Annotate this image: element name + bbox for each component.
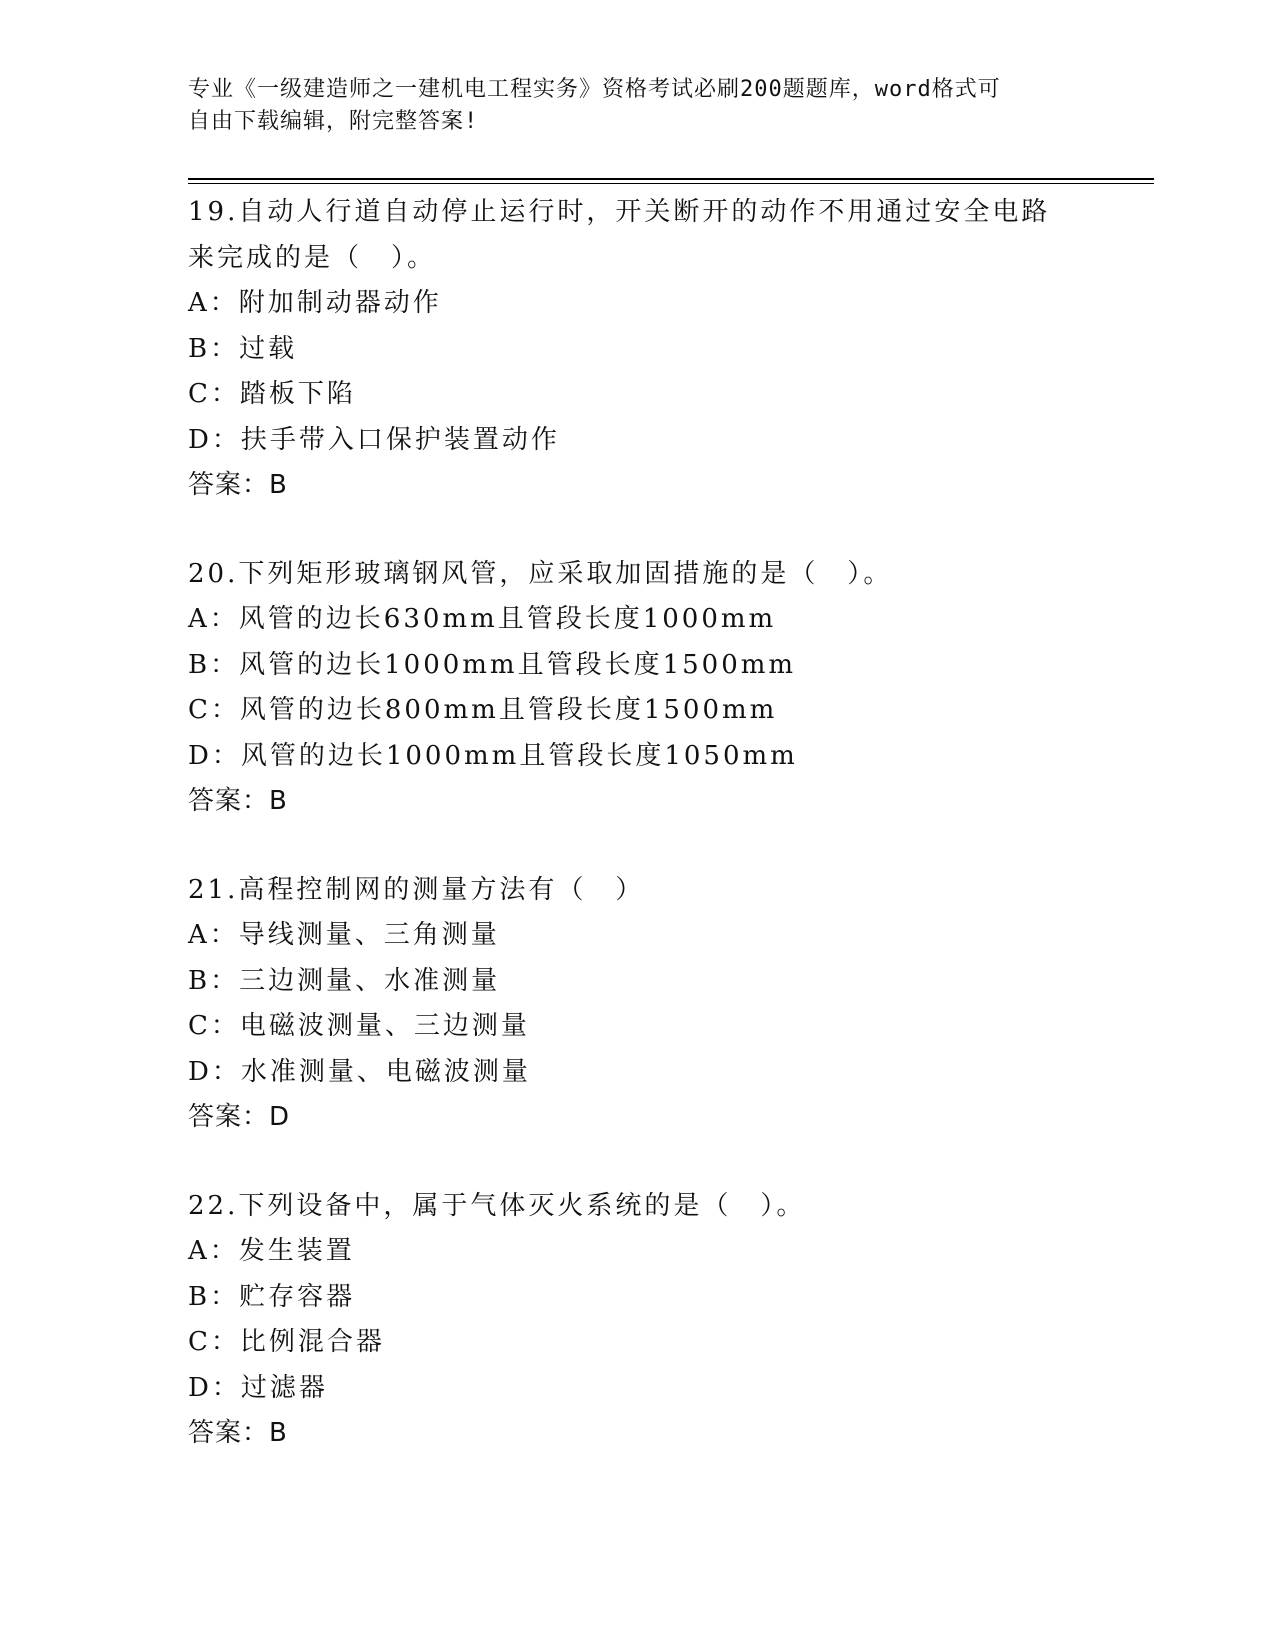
question-list <box>188 190 1088 1500</box>
question-stem: 21.高程控制网的测量方法有（ ） <box>188 874 645 905</box>
header-line-2: 自由下载编辑，附完整答案! <box>188 109 479 134</box>
option-a: A：风管的边长630mm且管段长度1000mm <box>188 604 777 634</box>
question-stem: 20.下列矩形玻璃钢风管，应采取加固措施的是（ ）。 <box>188 558 893 589</box>
option-c: C：电磁波测量、三边测量 <box>188 1011 530 1041</box>
option-b: B：贮存容器 <box>188 1281 356 1312</box>
question-stem: 22.下列设备中，属于气体灭火系统的是（ ）。 <box>188 1190 806 1221</box>
header-divider-thick <box>188 178 1154 180</box>
answer-line: 答案：D <box>188 1102 291 1132</box>
question-stem: 19.自动人行道自动停止运行时，开关断开的动作不用通过安全电路来完成的是（ ）。 <box>188 197 1051 273</box>
option-c: C：比例混合器 <box>188 1327 385 1357</box>
question-19 <box>188 190 1088 509</box>
question-21 <box>188 868 1088 1141</box>
document-header <box>188 74 1088 138</box>
header-divider-thin <box>188 183 1154 184</box>
option-d: D：风管的边长1000mm且管段长度1050mm <box>188 740 798 771</box>
answer-line: 答案：B <box>188 1418 288 1448</box>
option-b: B：过载 <box>188 333 298 364</box>
answer-line: 答案：B <box>188 470 288 500</box>
option-d: D：过滤器 <box>188 1372 328 1403</box>
header-line-1: 专业《一级建造师之一建机电工程实务》资格考试必刷200题题库，word格式可 <box>188 77 1001 102</box>
option-b: B：风管的边长1000mm且管段长度1500mm <box>188 649 797 680</box>
option-d: D：水准测量、电磁波测量 <box>188 1056 531 1087</box>
option-c: C：风管的边长800mm且管段长度1500mm <box>188 695 778 725</box>
option-a: A：发生装置 <box>188 1236 355 1266</box>
question-22 <box>188 1184 1088 1457</box>
option-c: C：踏板下陷 <box>188 379 356 409</box>
option-a: A：附加制动器动作 <box>188 288 442 318</box>
option-b: B：三边测量、水准测量 <box>188 965 501 996</box>
option-d: D：扶手带入口保护装置动作 <box>188 424 560 455</box>
answer-line: 答案：B <box>188 786 288 816</box>
option-a: A：导线测量、三角测量 <box>188 920 500 950</box>
question-20 <box>188 552 1088 825</box>
